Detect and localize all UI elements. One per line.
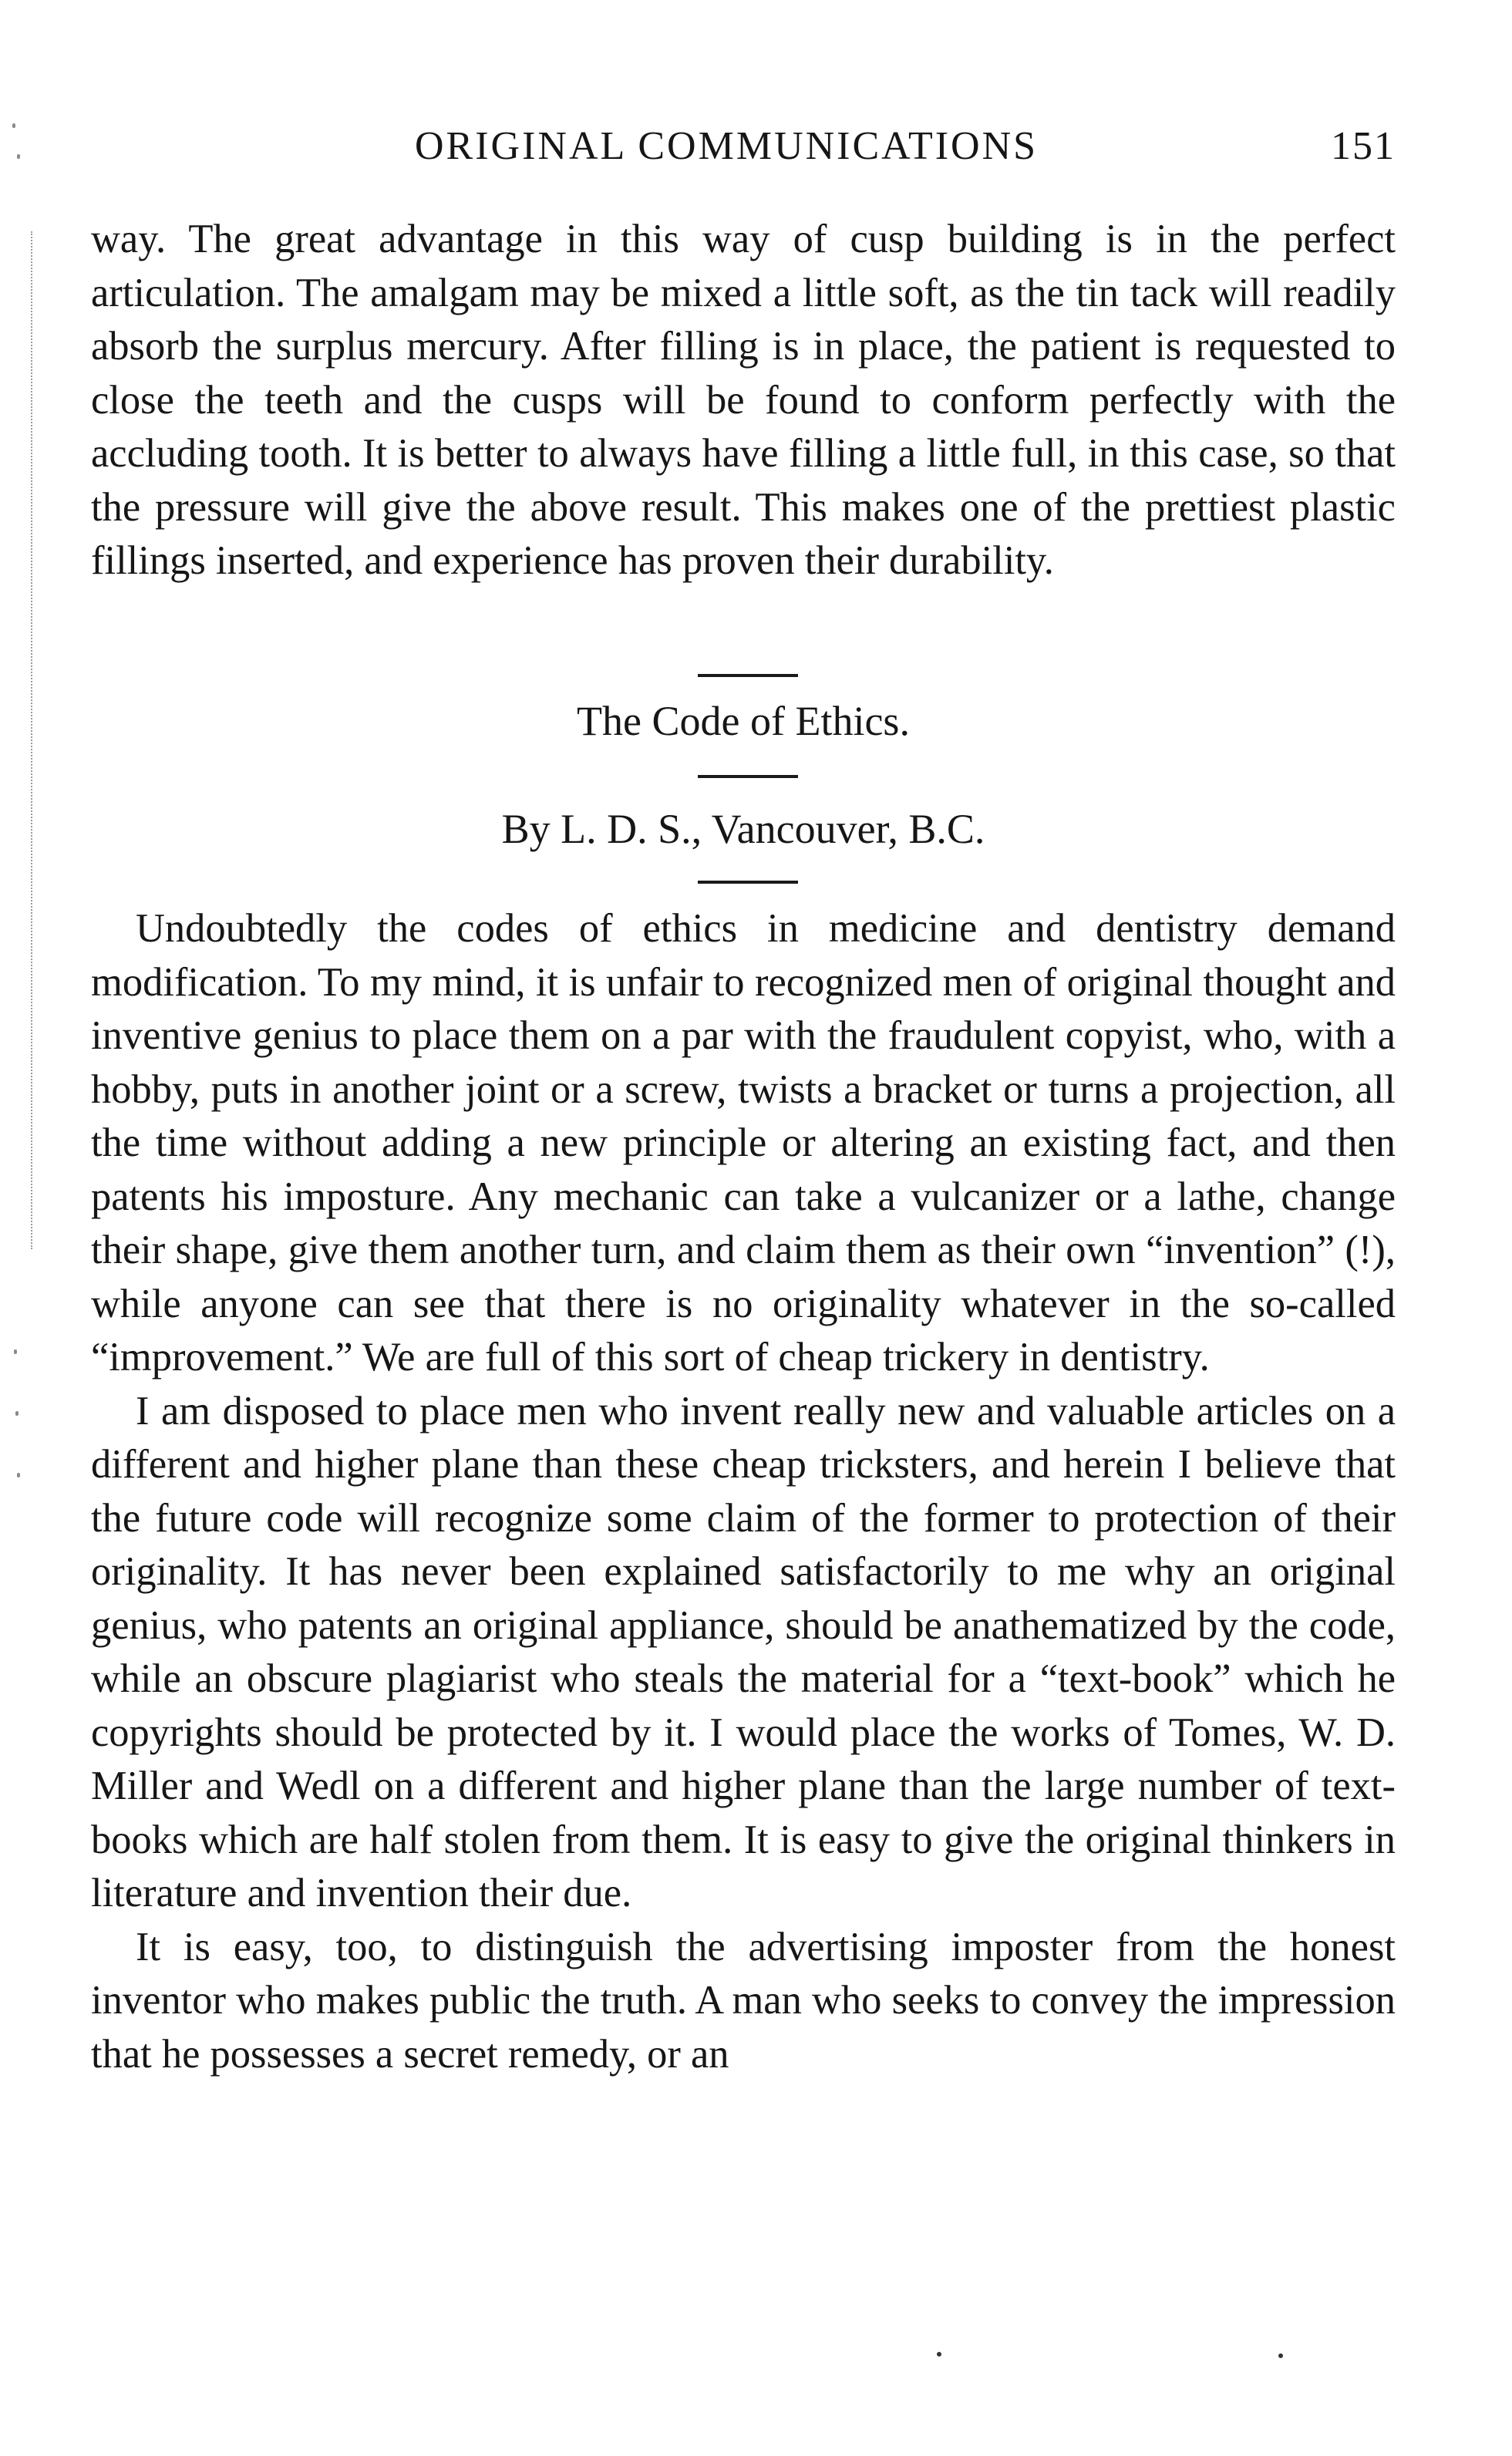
edge-speck [12,123,15,128]
edge-speck [14,1349,17,1354]
intro-paragraph: way. The great advantage in this way of cusp building is in the perfect articulation. The amalgam may be mixed a little soft, as the tin tack will readily absorb the surplus mercury. After filling is in place, the patient is requested to close the teeth and the cusps will be found to conform perfectly with the accluding tooth. It is better to always have filling a little full, in this case, so that the pressure will give the above result. This makes one of the prettiest plastic fillings inserted, and experience has proven their durability. [91,217,1396,583]
title-rule [698,775,798,778]
article-paragraph: I am disposed to place men who invent really new and valuable articles on a different and higher plane than these cheap tricksters, and herein I believe that the future code will recognize some claim of the former to protection of their originality. It has never been explained satisfactorily to me why an original genius, who patents an original appliance, should be anathematized by the code, while an obscure plagiarist who steals the material for a “text-book” which he copyrights should be protected by it. I would place the works of Tomes, W. D. Miller and Wedl on a different and higher plane than the large number of text-books which are half stolen from them. It is easy to give the original thinkers in literature and invention their due. [91,1388,1396,1915]
binding-edge-mark [31,231,32,1249]
article-title: The Code of Ethics. [577,698,910,744]
print-speck [1278,2353,1283,2358]
page-number: 151 [1331,124,1396,168]
edge-speck [17,154,20,159]
page-header [91,116,1396,177]
intro-paragraph-block [91,213,1396,588]
byline-rule [698,881,798,884]
article-paragraph: It is easy, too, to distinguish the advertising imposter from the honest inventor who makes public the truth. A man who seeks to convey the impression that he possesses a secret remedy, or an [91,1924,1396,2077]
section-rule [698,674,798,677]
print-speck [937,2352,941,2357]
article-paragraph: Undoubtedly the codes of ethics in medicine and dentistry demand modification. To my mind, it is unfair to recognized men of original thought and inventive genius to place them on a par with the fraudulent copyist, who, with a hobby, puts in another joint or a screw, twists a bracket or turns a projection, all the time without adding a new principle or altering an existing fact, and then patents his imposture. Any mechanic can take a vulcanizer or a lathe, change their shape, give them another turn, and claim them as their own “invention” (!), while anyone can see that there is no originality whatever in the so-called “improvement.” We are full of this sort of cheap trickery in dentistry. [91,906,1396,1380]
edge-speck [17,1473,20,1477]
article-byline: By L. D. S., Vancouver, B.C. [501,806,985,852]
running-title: ORIGINAL COMMUNICATIONS [415,124,1039,168]
article-body [91,902,1396,2081]
edge-speck [15,1411,19,1416]
